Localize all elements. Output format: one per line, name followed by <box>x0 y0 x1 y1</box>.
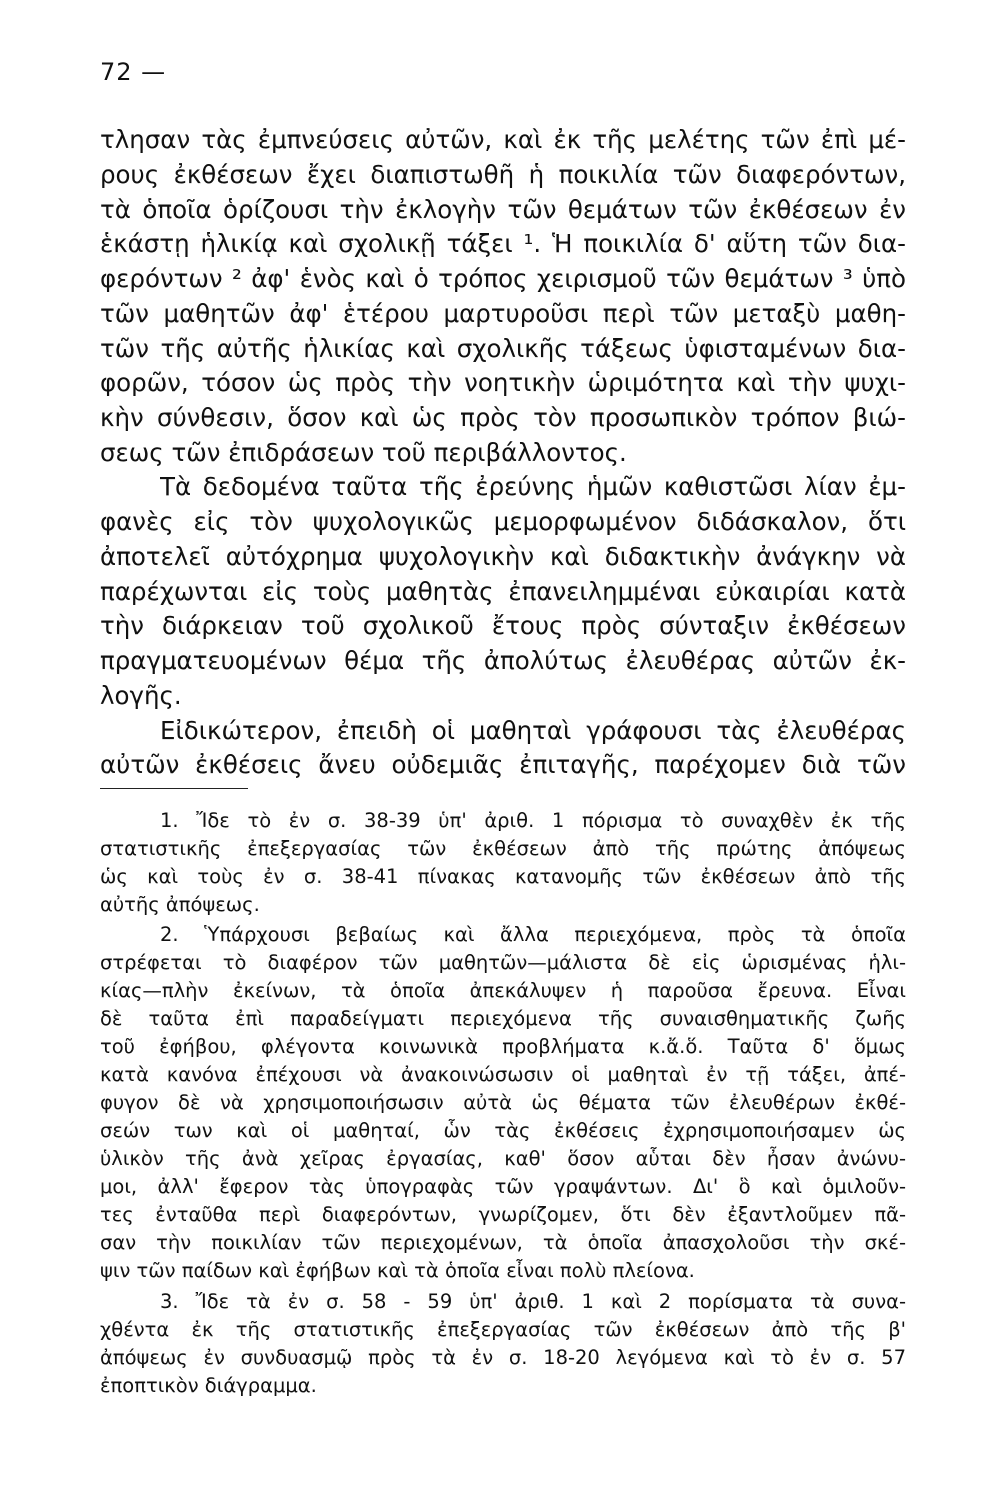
footnote-line: 2. Ὑπάρχουσι βεβαίως καὶ ἄλλα περιεχόμενα, πρὸς τὰ ὁποῖα <box>160 923 906 946</box>
body-line: ἑκάστῃ ἡλικίᾳ καὶ σχολικῇ τάξει ¹. Ἡ ποικιλία δ' αὕτη τῶν δια- <box>100 229 906 258</box>
footnote-line: ὑλικὸν τῆς ἀνὰ χεῖρας ἐργασίας, καθ' ὅσον αὗται δὲν ἦσαν ἀνώνυ- <box>100 1147 906 1170</box>
body-line: τῶν τῆς αὐτῆς ἡλικίας καὶ σχολικῆς τάξεως ὑφισταμένων δια- <box>100 334 906 363</box>
footnote-line: ἐποπτικὸν διάγραμμα. <box>100 1374 317 1397</box>
footnote-line: φυγον δὲ νὰ χρησιμοποιήσωσιν αὐτὰ ὡς θέματα τῶν ἐλευθέρων ἐκθέ- <box>100 1091 906 1114</box>
body-line: παρέχωνται εἰς τοὺς μαθητὰς ἐπανειλημμέναι εὐκαιρίαι κατὰ <box>100 577 906 606</box>
body-line: λογῆς. <box>100 681 182 710</box>
body-line: ρους ἐκθέσεων ἔχει διαπιστωθῆ ἡ ποικιλία τῶν διαφερόντων, <box>100 160 906 189</box>
footnote-line: ἀπόψεως ἐν συνδυασμῷ πρὸς τὰ ἐν σ. 18-20 λεγόμενα καὶ τὸ ἐν σ. 57 <box>100 1346 906 1369</box>
footnote-line: αὐτῆς ἀπόψεως. <box>100 893 260 916</box>
footnote-line: τοῦ ἐφήβου, φλέγοντα κοινωνικὰ προβλήματα κ.ἄ.ὅ. Ταῦτα δ' ὅμως <box>100 1035 906 1058</box>
footnote-line: κίας—πλὴν ἐκείνων, τὰ ὁποῖα ἀπεκάλυψεν ἡ παροῦσα ἔρευνα. Εἶναι <box>100 979 906 1002</box>
body-line: αὐτῶν ἐκθέσεις ἄνευ οὐδεμιᾶς ἐπιταγῆς, παρέχομεν διὰ τῶν <box>100 750 906 779</box>
footnote-line: σεών των καὶ οἱ μαθηταί, ὧν τὰς ἐκθέσεις ἐχρησιμοποιήσαμεν ὡς <box>100 1119 906 1142</box>
body-line: Εἰδικώτερον, ἐπειδὴ οἱ μαθηταὶ γράφουσι τὰς ἐλευθέρας <box>160 716 906 745</box>
body-line: φερόντων ² ἀφ' ἑνὸς καὶ ὁ τρόπος χειρισμοῦ τῶν θεμάτων ³ ὑπὸ <box>100 264 906 293</box>
body-line: φανὲς εἰς τὸν ψυχολογικῶς μεμορφωμένον διδάσκαλον, ὅτι <box>100 507 906 536</box>
footnote-line: δὲ ταῦτα ἐπὶ παραδείγματι περιεχόμενα τῆς συναισθηματικῆς ζωῆς <box>100 1007 906 1030</box>
body-line: τὴν διάρκειαν τοῦ σχολικοῦ ἔτους πρὸς σύνταξιν ἐκθέσεων <box>100 611 906 640</box>
body-line: τῶν μαθητῶν ἀφ' ἑτέρου μαρτυροῦσι περὶ τῶν μεταξὺ μαθη- <box>100 299 906 328</box>
footnote-line: ὡς καὶ τοὺς ἐν σ. 38-41 πίνακας κατανομῆς τῶν ἐκθέσεων ἀπὸ τῆς <box>100 865 906 888</box>
body-line: Τὰ δεδομένα ταῦτα τῆς ἐρεύνης ἡμῶν καθιστῶσι λίαν ἐμ- <box>160 472 906 501</box>
page-number: 72 — <box>100 58 167 86</box>
footnote-line: μοι, ἀλλ' ἔφερον τὰς ὑπογραφὰς τῶν γραψάντων. Δι' ὃ καὶ ὁμιλοῦν- <box>100 1175 906 1198</box>
body-line: σεως τῶν ἐπιδράσεων τοῦ περιβάλλοντος. <box>100 438 627 467</box>
body-line: φορῶν, τόσον ὡς πρὸς τὴν νοητικὴν ὡριμότητα καὶ τὴν ψυχι- <box>100 368 906 397</box>
body-line: τὰ ὁποῖα ὁρίζουσι τὴν ἐκλογὴν τῶν θεμάτων τῶν ἐκθέσεων ἐν <box>100 195 906 224</box>
body-line: κὴν σύνθεσιν, ὅσον καὶ ὡς πρὸς τὸν προσωπικὸν τρόπον βιώ- <box>100 403 906 432</box>
body-line: ἀποτελεῖ αὐτόχρημα ψυχολογικὴν καὶ διδακτικὴν ἀνάγκην νὰ <box>100 542 906 571</box>
footnote-divider <box>100 788 248 789</box>
footnote-line: χθέντα ἐκ τῆς στατιστικῆς ἐπεξεργασίας τῶν ἐκθέσεων ἀπὸ τῆς β' <box>100 1318 906 1341</box>
footnote-line: ψιν τῶν παίδων καὶ ἐφήβων καὶ τὰ ὁποῖα εἶναι πολὺ πλείονα. <box>100 1259 695 1282</box>
footnote-line: σαν τὴν ποικιλίαν τῶν περιεχομένων, τὰ ὁποῖα ἀπασχολοῦσι τὴν σκέ- <box>100 1231 906 1254</box>
footnote-line: στρέφεται τὸ διαφέρον τῶν μαθητῶν—μάλιστα δὲ εἰς ὡρισμένας ἡλι- <box>100 951 906 974</box>
footnote-line: κατὰ κανόνα ἐπέχουσι νὰ ἀνακοινώσωσιν οἱ μαθηταὶ ἐν τῇ τάξει, ἀπέ- <box>100 1063 906 1086</box>
body-line: πραγματευομένων θέμα τῆς ἀπολύτως ἐλευθέρας αὐτῶν ἐκ- <box>100 646 906 675</box>
footnote-line: τες ἐνταῦθα περὶ διαφερόντων, γνωρίζομεν, ὅτι δὲν ἐξαντλοῦμεν πᾶ- <box>100 1203 906 1226</box>
footnote-line: 3. Ἴδε τὰ ἐν σ. 58 - 59 ὑπ' ἀριθ. 1 καὶ 2 πορίσματα τὰ συνα- <box>160 1290 906 1313</box>
footnote-line: 1. Ἴδε τὸ ἐν σ. 38-39 ὑπ' ἀριθ. 1 πόρισμα τὸ συναχθὲν ἐκ τῆς <box>160 809 906 832</box>
body-line: τλησαν τὰς ἐμπνεύσεις αὐτῶν, καὶ ἐκ τῆς μελέτης τῶν ἐπὶ μέ- <box>100 125 906 154</box>
footnote-line: στατιστικῆς ἐπεξεργασίας τῶν ἐκθέσεων ἀπὸ τῆς πρώτης ἀπόψεως <box>100 837 906 860</box>
